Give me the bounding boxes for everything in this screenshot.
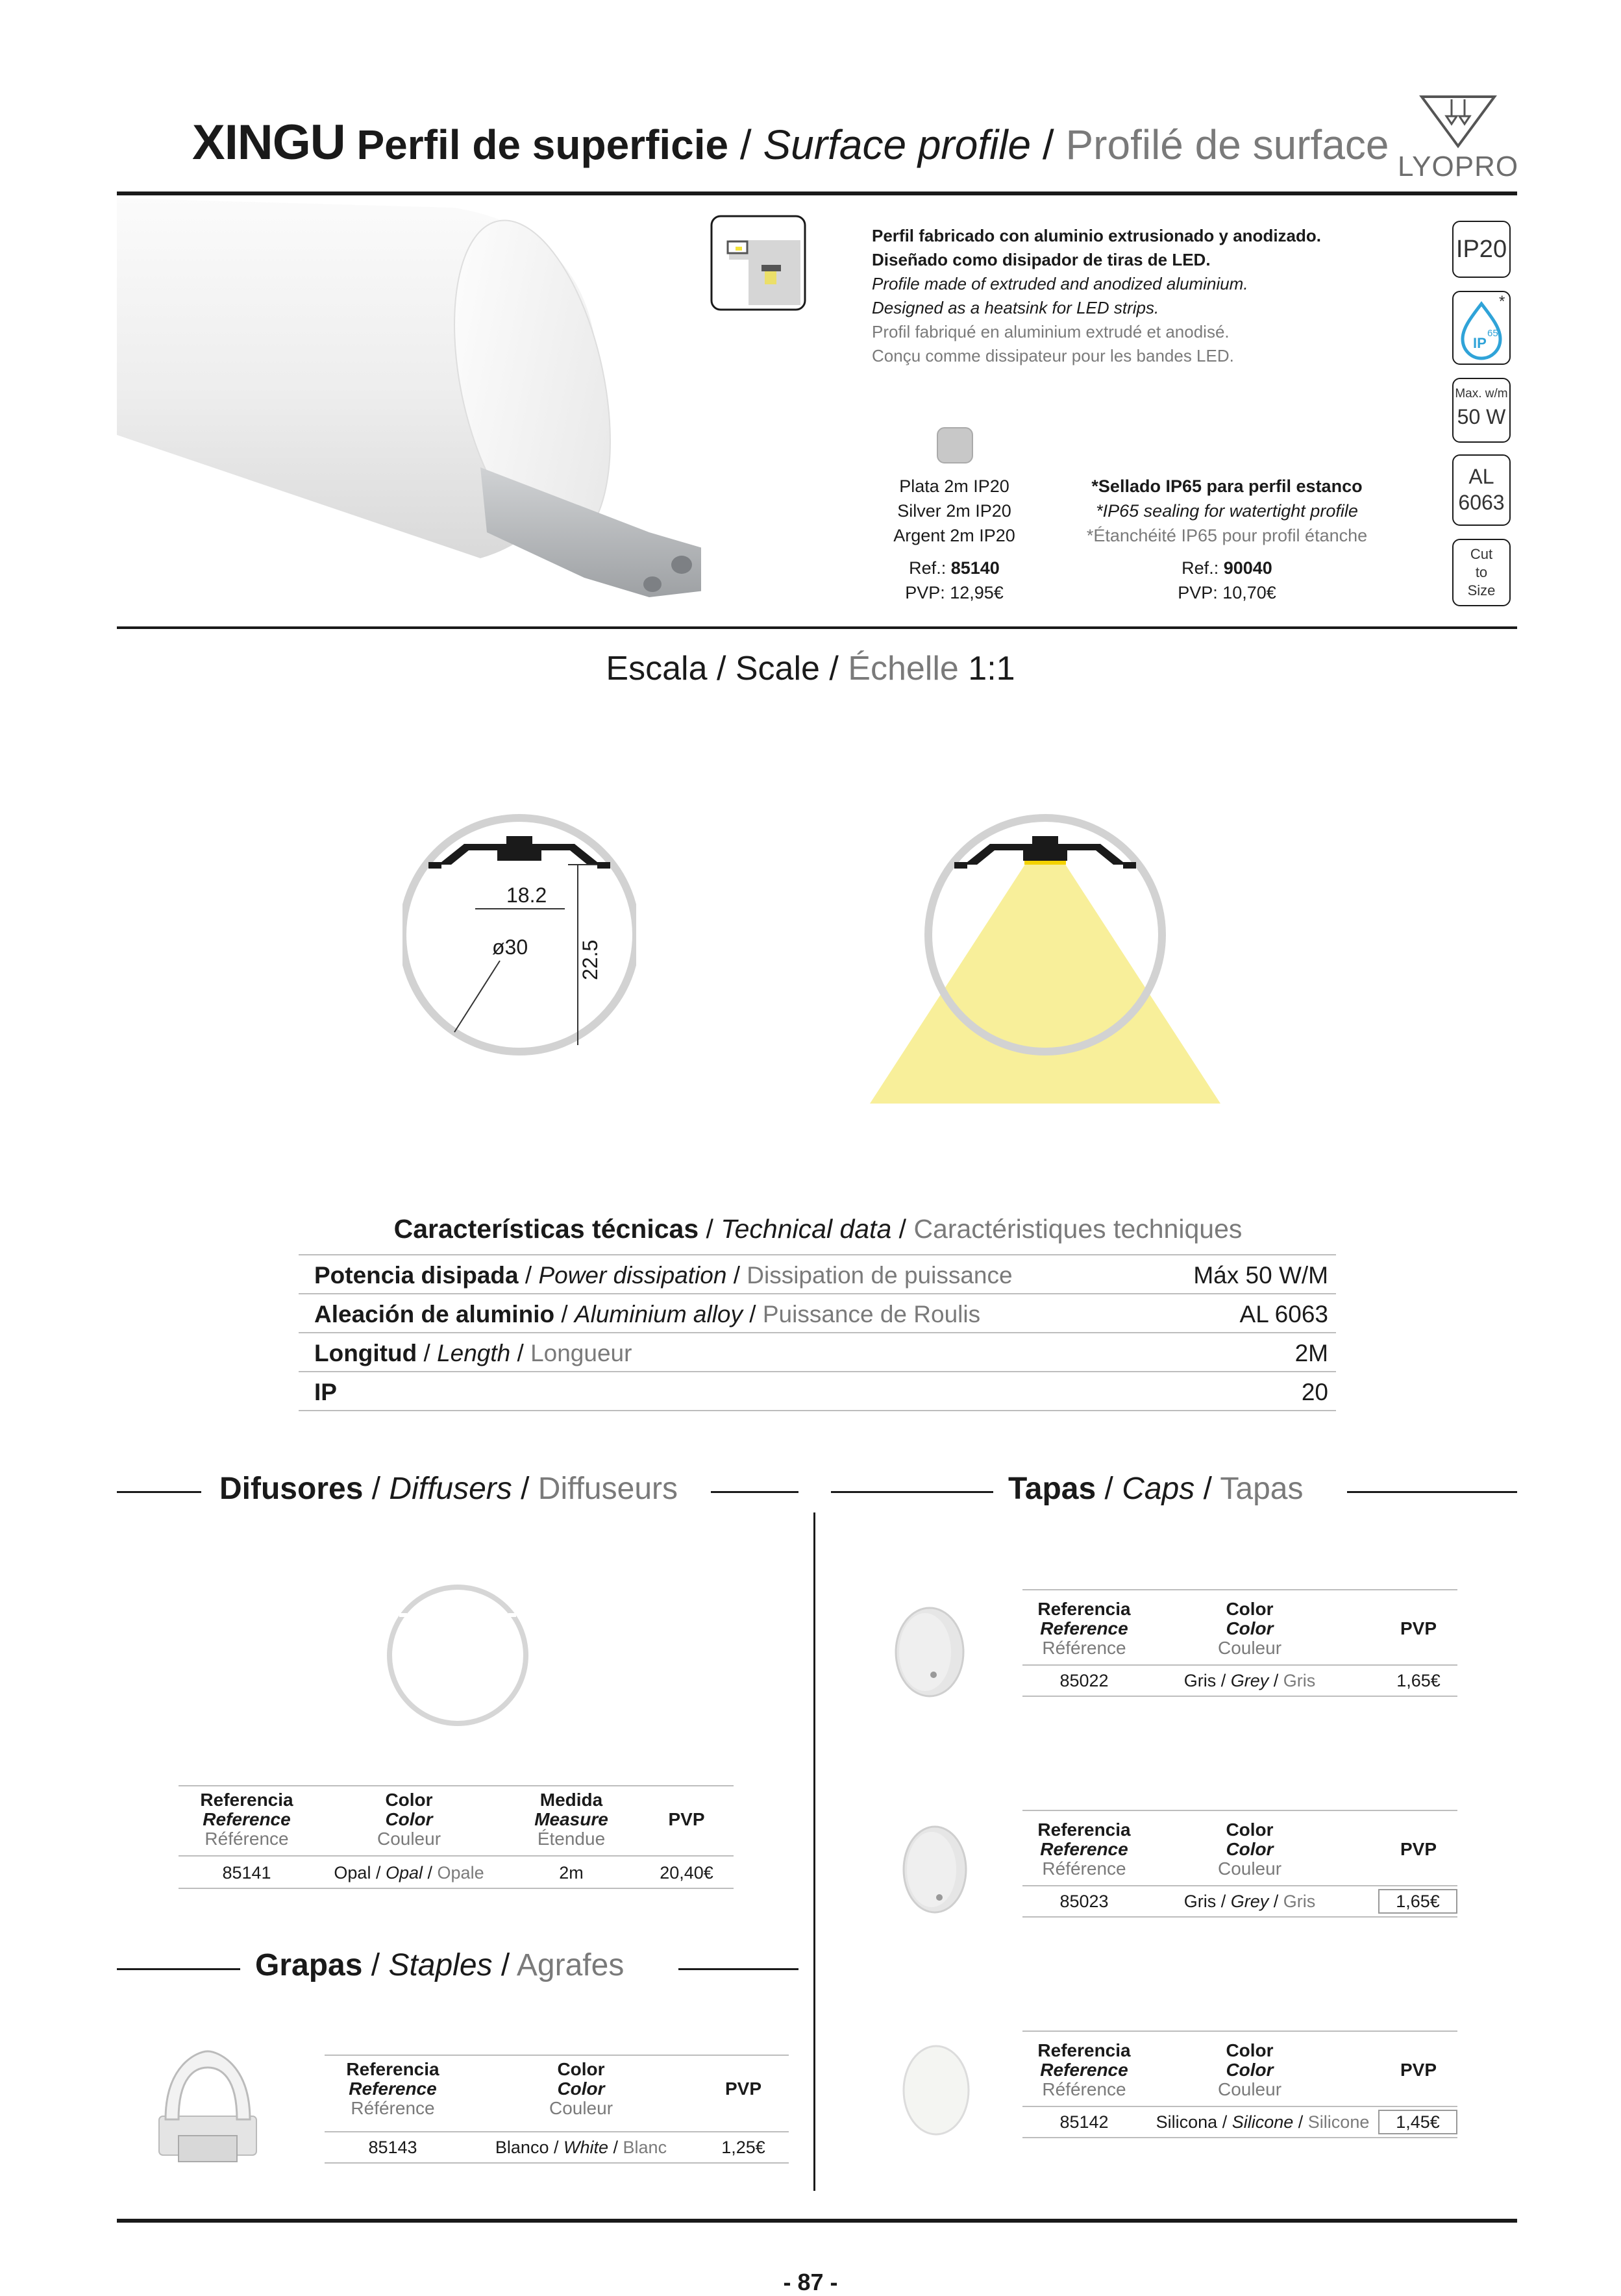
price-85140: PVP: 12,95€: [905, 583, 1004, 602]
silver-swatch: [937, 427, 973, 463]
ref-85140: 85140: [950, 558, 1000, 578]
cap-price: 1,65€: [1396, 1671, 1441, 1690]
logo-text: LYOPRO: [1397, 151, 1519, 182]
diffusers-heading: Difusores / Diffusers / Diffuseurs: [219, 1472, 678, 1506]
title-en: Surface profile: [763, 121, 1032, 168]
ip65-small-text: 65: [1487, 328, 1498, 339]
ip65-big-text: IP: [1473, 335, 1487, 351]
ip20-badge: IP20: [1452, 221, 1511, 278]
tech-row-length: Longitud / Length / Longueur 2M: [314, 1340, 1328, 1366]
staples-heading: Grapas / Staples / Agrafes: [255, 1948, 625, 1982]
price-90040: PVP: 10,70€: [1178, 583, 1276, 602]
variant-ip65: *Sellado IP65 para perfil estanco *IP65 sealing for watertight profile *Étanchéité IP65 pour profil étanche Ref.: 90040 PVP: 10,70€: [1052, 474, 1402, 605]
lyopro-logo-icon: [1419, 94, 1497, 149]
cap-image-85142: [899, 2042, 974, 2139]
cap-image-85023: [899, 1821, 971, 1918]
cap-color: Gris / Grey / Gris: [1183, 1671, 1316, 1690]
cap-color: Silicona / Silicone / Silicone: [1156, 2112, 1370, 2132]
cap-price: 1,45€: [1378, 2110, 1457, 2134]
footer-rule: [117, 2219, 1517, 2223]
tech-row-alloy: Aleación de aluminio / Aluminium alloy / Puissance de Roulis AL 6063: [314, 1301, 1328, 1327]
column-divider: [813, 1512, 815, 2191]
profile-section-icon: [710, 214, 807, 312]
cap-price: 1,65€: [1378, 1889, 1457, 1914]
page-title: XINGU Perfil de superficie / Surface profile / Profilé de surface: [192, 115, 1389, 170]
ip65-badge: [1452, 291, 1511, 365]
ref-90040: 90040: [1223, 558, 1272, 578]
diffuser-image: [383, 1581, 532, 1730]
product-image: [117, 195, 701, 623]
caps-table-85023: Referencia Reference Référence Color Color Couleur PVP 85023 Gris / Grey / Gris 1,65€: [1022, 1810, 1457, 1919]
cap-color: Gris / Grey / Gris: [1183, 1892, 1316, 1911]
light-beam: [870, 863, 1220, 1104]
tech-row-power: Potencia disipada / Power dissipation / Dissipation de puissance Máx 50 W/M: [314, 1262, 1328, 1289]
caps-table-85022: Referencia Reference Référence Color Color Couleur PVP 85022 Gris / Grey / Gris 1,65€: [1022, 1589, 1457, 1698]
ip65-drop-icon: [1454, 292, 1509, 364]
brand-name: XINGU: [192, 115, 345, 170]
title-es: Perfil de superficie: [356, 121, 729, 168]
light-distribution-drawing: [870, 805, 1220, 1110]
cut-to-size-badge: Cut to Size: [1452, 539, 1511, 606]
staples-table: Referencia Reference Référence Color Color Couleur PVP 85143 Blanco / White / Blanc 1,25€: [325, 2055, 789, 2158]
height-label: 22.5: [578, 939, 602, 980]
product-description: Perfil fabricado con aluminio extrusionado y anodizado. Diseñado como disipador de tiras de LED. Profile made of extruded and anodized aluminium. Designed as a heatsink for LED strips. Profil fabriqué en aluminium extrudé et anodisé. Conçu comme dissipateur pour les bandes LED.: [872, 226, 1321, 365]
scale-title: Escala / Scale / Échelle 1:1: [606, 650, 1015, 687]
max-power-badge: Max. w/m 50 W: [1452, 378, 1511, 443]
diffuser-measure: 2m: [559, 1863, 584, 1882]
diameter-label: ø30: [492, 935, 528, 959]
ip65-star-text: *: [1499, 293, 1505, 310]
variant-silver: Plata 2m IP20 Silver 2m IP20 Argent 2m IP20 Ref.: 85140 PVP: 12,95€: [863, 474, 1045, 605]
staple-color: Blanco / White / Blanc: [495, 2138, 667, 2157]
cap-ref: 85023: [1059, 1892, 1109, 1911]
staple-price: 1,25€: [721, 2138, 765, 2157]
page-number: - 87 -: [783, 2269, 838, 2295]
diffuser-price: 20,40€: [660, 1863, 713, 1882]
diffuser-ref: 85141: [222, 1863, 271, 1882]
caps-heading: Tapas / Caps / Tapas: [1008, 1472, 1304, 1506]
section-rule: [117, 626, 1517, 629]
tech-title: Características técnicas / Technical data / Caractéristiques techniques: [393, 1214, 1243, 1244]
cap-ref: 85022: [1059, 1671, 1109, 1690]
alloy-badge: AL 6063: [1452, 454, 1511, 526]
width-label: 18.2: [506, 883, 547, 907]
tech-row-ip: IP 20: [314, 1379, 1328, 1405]
diffusers-table: Referencia Reference Référence Color Color Couleur Medida Measure Étendue PVP 85141 Opal / Opal / Opale 2m 20,40€: [179, 1785, 734, 1889]
cap-image-85022: [889, 1603, 967, 1701]
title-fr: Profilé de surface: [1065, 121, 1389, 168]
diffuser-color: Opal / Opal / Opale: [334, 1863, 484, 1882]
staple-ref: 85143: [368, 2138, 417, 2157]
caps-table-85142: Referencia Reference Référence Color Color Couleur PVP 85142 Silicona / Silicone / Silicone 1,45€: [1022, 2031, 1457, 2140]
profile-dimension-drawing: [402, 805, 636, 1058]
cap-ref: 85142: [1059, 2112, 1109, 2132]
staple-image: [146, 2038, 269, 2175]
